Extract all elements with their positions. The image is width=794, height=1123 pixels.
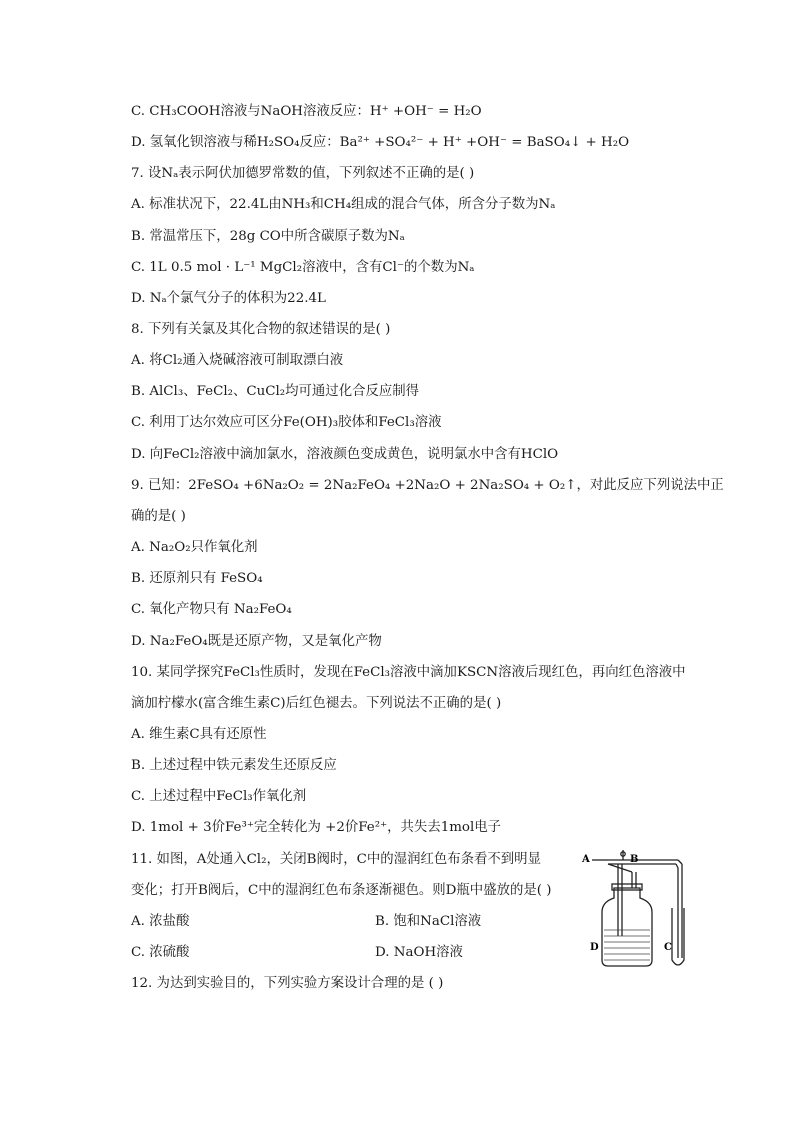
text-line-l4: A. 标准状况下，22.4L由NH₃和CH₄组成的混合气体，所含分子数为Nₐ — [131, 197, 556, 212]
text-line-l1: C. CH₃COOH溶液与NaOH溶液反应：H⁺ +OH⁻ = H₂O — [131, 104, 482, 119]
text-line-l25: 11. 如图，A处通入Cl₂，关闭B阀时，C中的湿润红色布条看不到明显 — [131, 852, 541, 867]
text-line-l7: D. Nₐ个氯气分子的体积为22.4L — [131, 291, 326, 306]
text-line-l16: B. 还原剂只有 FeSO₄ — [131, 571, 263, 586]
apparatus-diagram — [578, 848, 702, 972]
text-line-l29: 12. 为达到实验目的，下列实验方案设计合理的是 ( ) — [131, 976, 444, 991]
label-a: A — [582, 854, 590, 865]
text-line-l22: B. 上述过程中铁元素发生还原反应 — [131, 758, 337, 773]
option-r1: B. 饱和NaCl溶液 — [375, 914, 482, 929]
text-line-l13: 9. 已知：2FeSO₄ +6Na₂O₂ = 2Na₂FeO₄ +2Na₂O + 2Na₂SO₄ + O₂↑，对此反应下列说法中正 — [131, 478, 724, 493]
text-line-l19: 10. 某同学探究FeCl₃性质时，发现在FeCl₃溶液中滴加KSCN溶液后现红色，再向红色溶液中 — [131, 665, 686, 680]
text-line-l5: B. 常温常压下，28g CO中所含碳原子数为Nₐ — [131, 229, 405, 244]
text-line-l15: A. Na₂O₂只作氧化剂 — [131, 540, 258, 555]
text-line-l11: C. 利用丁达尔效应可区分Fe(OH)₃胶体和FeCl₃溶液 — [131, 415, 442, 430]
label-c: C — [664, 942, 672, 953]
text-line-l3: 7. 设Nₐ表示阿伏加德罗常数的值，下列叙述不正确的是( ) — [131, 166, 475, 181]
text-line-l6: C. 1L 0.5 mol · L⁻¹ MgCl₂溶液中，含有Cl⁻的个数为Nₐ — [131, 260, 475, 275]
option-r2: D. NaOH溶液 — [375, 945, 463, 960]
text-line-l18: D. Na₂FeO₄既是还原产物，又是氧化产物 — [131, 634, 382, 649]
label-d: D — [590, 942, 599, 953]
text-line-l2: D. 氢氧化钡溶液与稀H₂SO₄反应：Ba²⁺ +SO₄²⁻ + H⁺ +OH⁻ = BaSO₄↓ + H₂O — [131, 135, 630, 150]
text-line-l10: B. AlCl₃、FeCl₂、CuCl₂均可通过化合反应制得 — [131, 384, 420, 399]
text-line-l24: D. 1mol + 3价Fe³⁺完全转化为 +2价Fe²⁺，共失去1mol电子 — [131, 820, 502, 835]
text-line-l20: 滴加柠檬水(富含维生素C)后红色褪去。下列说法不正确的是( ) — [131, 696, 502, 711]
text-line-l23: C. 上述过程中FeCl₃作氧化剂 — [131, 789, 307, 804]
text-line-l21: A. 维生素C具有还原性 — [131, 727, 267, 742]
text-line-l9: A. 将Cl₂通入烧碱溶液可制取漂白液 — [131, 353, 344, 368]
text-line-l26: 变化；打开B阀后，C中的湿润红色布条逐渐褪色。则D瓶中盛放的是( ) — [131, 883, 552, 898]
text-line-l28: C. 浓硫酸 — [131, 945, 190, 960]
text-line-l12: D. 向FeCl₂溶液中滴加氯水，溶液颜色变成黄色，说明氯水中含有HClO — [131, 447, 559, 462]
text-line-l27: A. 浓盐酸 — [131, 914, 190, 929]
text-line-l14: 确的是( ) — [131, 509, 186, 524]
text-line-l8: 8. 下列有关氯及其化合物的叙述错误的是( ) — [131, 322, 391, 337]
text-line-l17: C. 氧化产物只有 Na₂FeO₄ — [131, 602, 292, 617]
label-b: B — [630, 854, 639, 865]
